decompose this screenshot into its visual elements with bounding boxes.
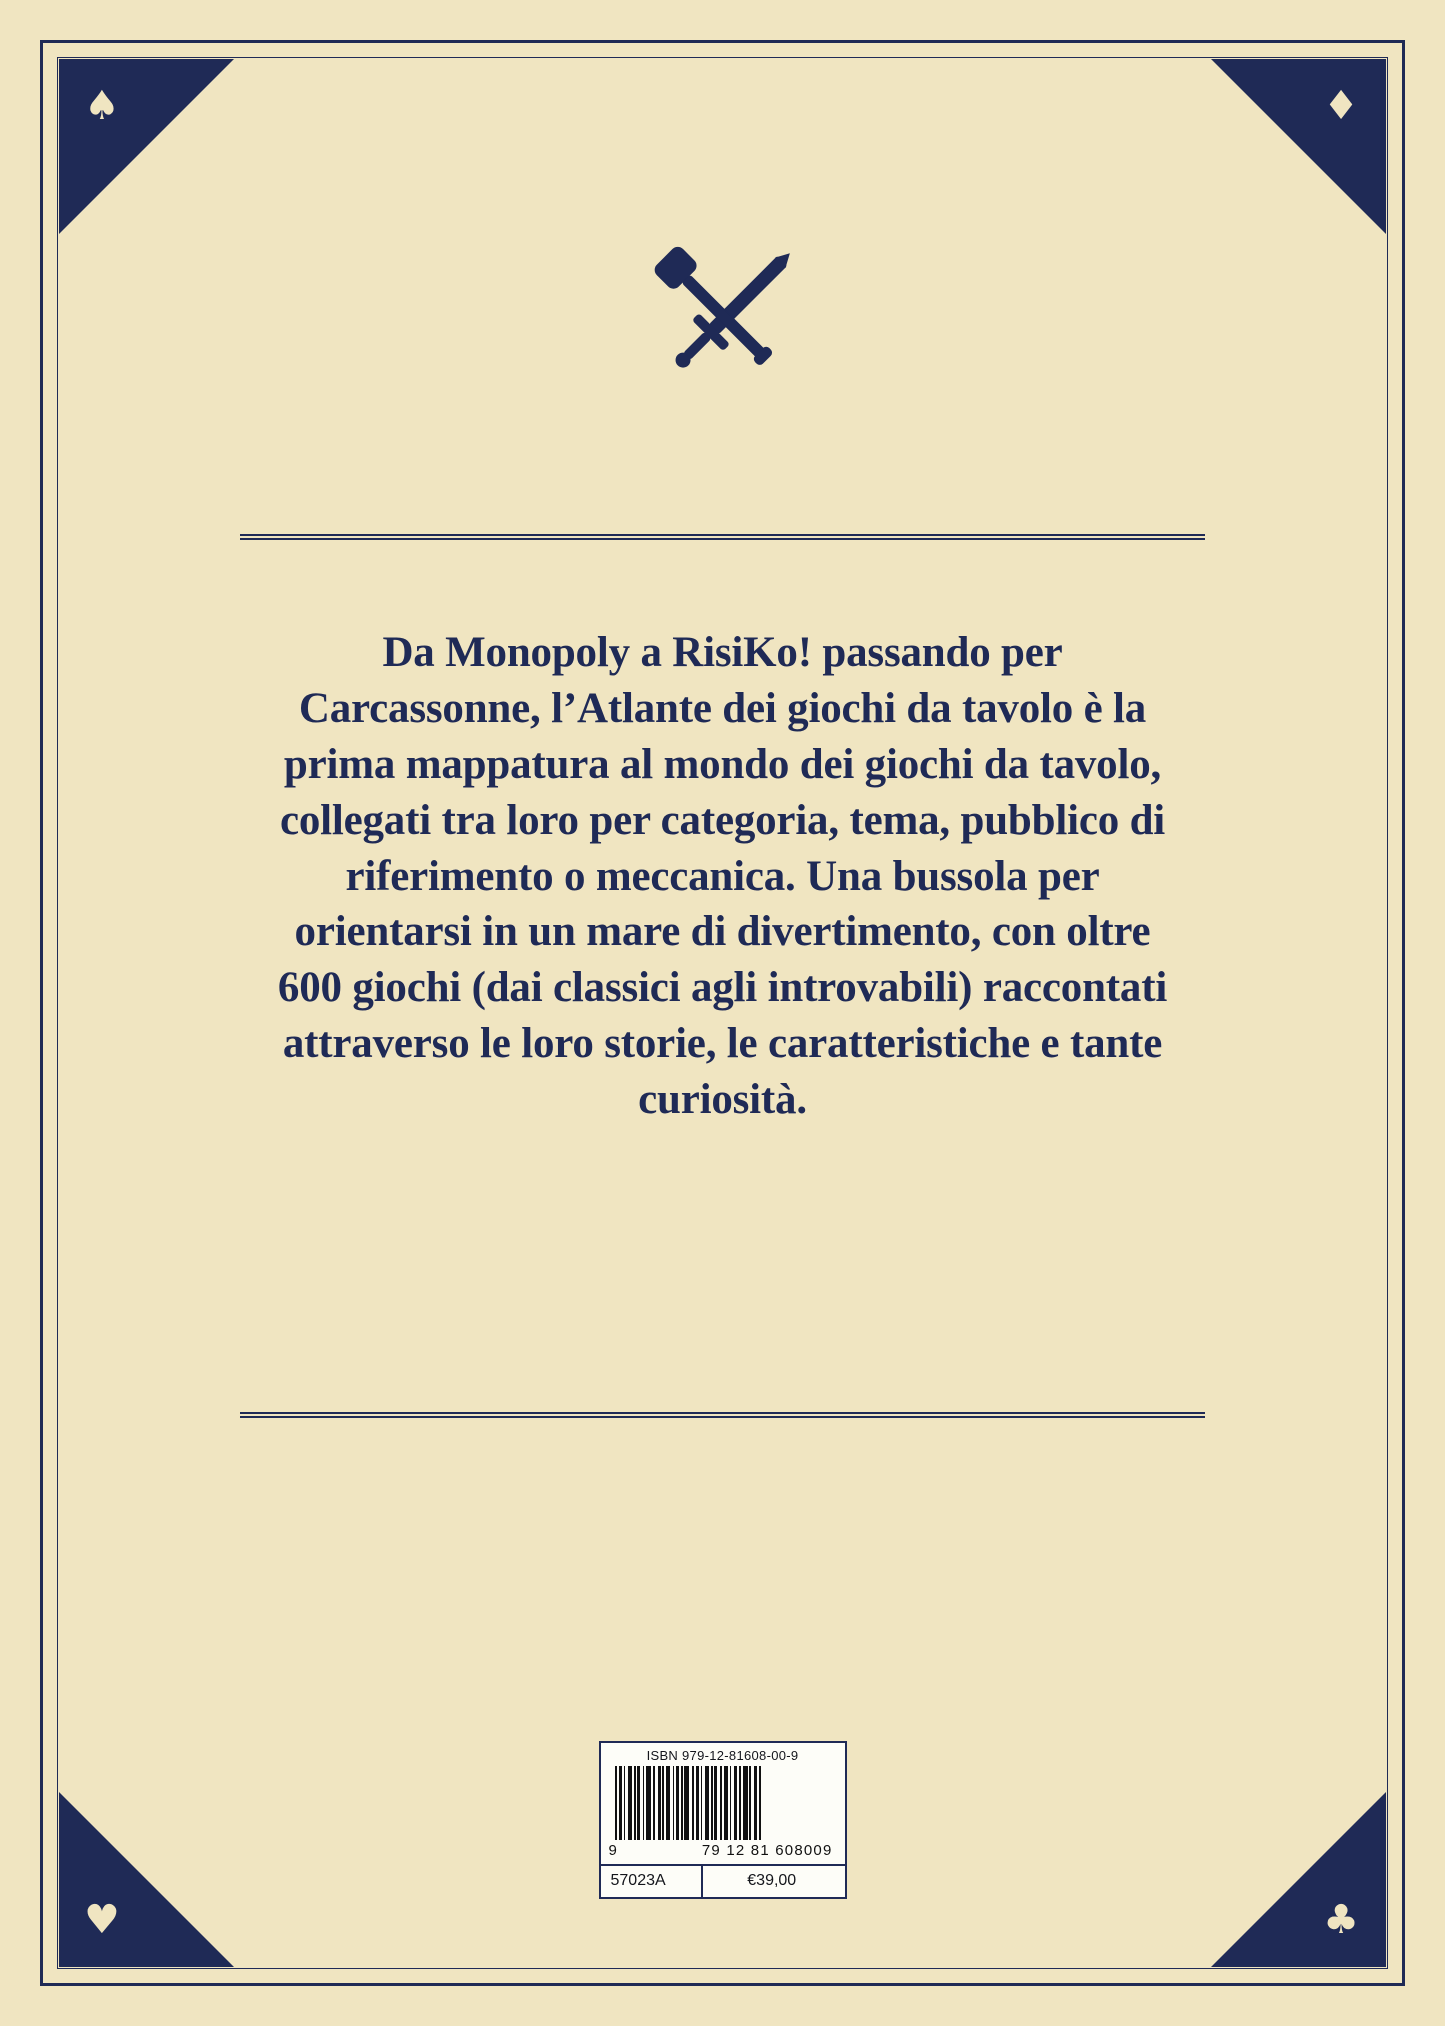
heart-icon: ♥ — [84, 1897, 120, 1943]
back-cover-blurb: Da Monopoly a RisiKo! passando per Carcassonne, l’Atlante dei giochi da tavolo è la prima mappatura al mondo dei giochi da tavolo, collegati tra loro per categoria, tema, pubblico di riferimento o meccanica. Una bussola per orientarsi in un mare di divertimento, con oltre 600 giochi (dai classici agli introvabili) raccontati attraverso le loro storie, le caratteristiche e tante curiosità. — [277, 629, 1168, 1124]
crossed-sword-and-hammer-icon — [623, 228, 823, 398]
divider-bottom — [240, 1412, 1205, 1418]
emblem — [0, 228, 1445, 398]
barcode-digits — [601, 1840, 845, 1864]
barcode-block — [599, 1741, 847, 1899]
diamond-icon: ♦ — [1323, 83, 1359, 129]
barcode-bars — [615, 1766, 831, 1840]
catalog-code: 57023A — [601, 1866, 703, 1897]
club-icon: ♣ — [1323, 1897, 1359, 1943]
isbn-label: ISBN 979-12-81608-00-9 — [646, 1748, 799, 1763]
barcode-digit-left: 9 — [608, 1842, 619, 1859]
divider-top — [240, 534, 1205, 540]
price-row — [601, 1864, 845, 1897]
barcode-digit-group: 79 12 81 608009 — [701, 1842, 833, 1859]
spade-icon: ♠ — [84, 83, 120, 129]
price-value: €39,00 — [747, 1872, 797, 1889]
